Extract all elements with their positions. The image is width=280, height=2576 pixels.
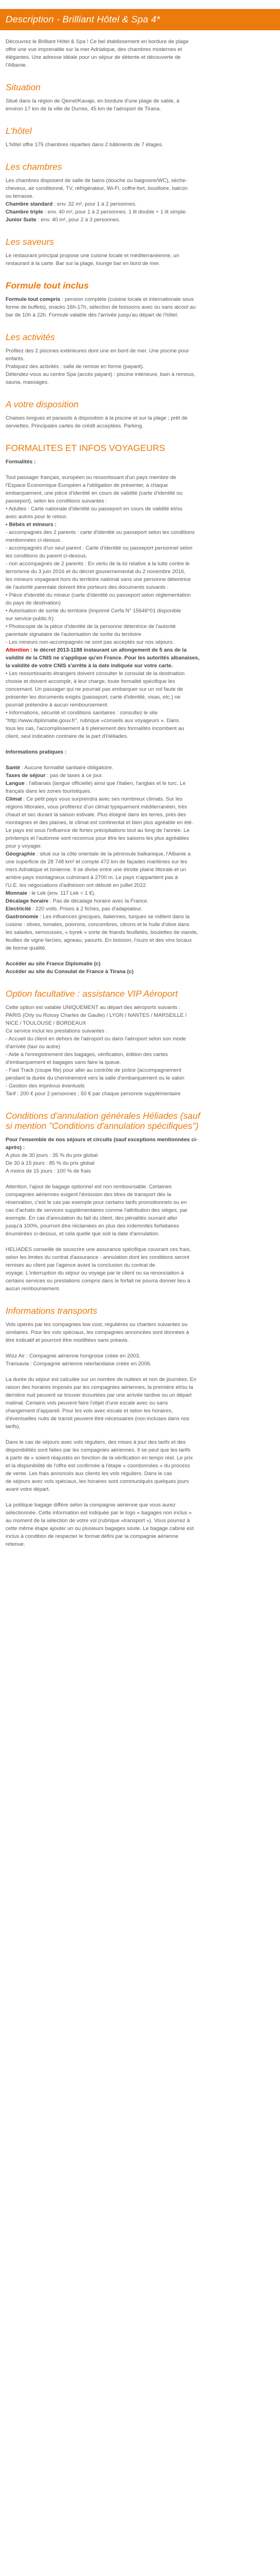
practical-value: Le pays est sous l'influence de fortes précipitations tout au long de l'année. Le — [6, 827, 190, 834]
transport-paragraph — [6, 1501, 274, 1549]
formula-line — [6, 296, 274, 304]
formalities-line: embarquement, une pièce d'identité en cours de validité (carte d'identité ou — [6, 490, 183, 496]
beach-line: serviettes. Principales cartes de crédit acceptées. Parking. — [6, 423, 144, 429]
transport-line: Dans le cas de séjours avec vols réguliers, des mises à jour des tarifs et des — [6, 1439, 186, 1445]
option-line: - Aide à l'enregistrement des bagages, vérification, édition des cartes — [6, 1052, 168, 1058]
cancel-line: cas d'achats de services supplémentaires comme l'attribution des sièges, par — [6, 1207, 188, 1213]
practical-key: Santé — [6, 765, 20, 771]
practical-value: : le Lek (env. 117 Lek = 1 €). — [27, 890, 96, 896]
option-heading: Option facultative : assistance VIP Aéroport — [6, 989, 178, 999]
practical-value: : pas de taxes à ce jour. — [45, 773, 104, 779]
practical-value: chaud et sec durant la saison estivale. Plus éloigné dans les terres, près des — [6, 812, 186, 818]
flavours-line: restaurant à la carte. Bar sur la plage, lounge bar en bord de mer. — [6, 261, 160, 267]
babies-line: du pays de destination) — [6, 600, 61, 606]
intro-line: Découvrez le Brilliant Hôtel & Spa ! Ce bel établissement en bordure de plage — [6, 39, 189, 45]
foreigners-line: présenter les documents exigés (passeport, carte d'identité, visas, etc.) ne — [6, 694, 181, 700]
intro-line: élégantes. Une adresse idéale pour un séjour de détente et découverte de — [6, 54, 181, 61]
babies-line: parentale signataire de l'autorisation de sortie du territoire — [6, 631, 142, 638]
adults-text: • Adultes : Carte nationale d'identité ou passeport en cours de validité et/ou — [6, 506, 183, 512]
practical-value: une superficie de 28 748 km² et compte 472 km de façades maritimes sur les — [6, 859, 188, 865]
spacer — [6, 1494, 274, 1501]
transport-line: La politique bagage diffère selon la compagnie aérienne que vous aurez — [6, 1502, 176, 1508]
option-line: NICE / TOULOUSE / BORDEAUX — [6, 1020, 86, 1026]
formalities-subheading: Formalités : — [6, 459, 36, 465]
practical-key: Géographie — [6, 851, 35, 857]
practical-key: Monnaie — [6, 890, 27, 896]
access-link[interactable]: Accéder au site du Consulat de France à Tirana (c) — [6, 969, 134, 975]
transport-line: sélectionnée. Cette information est indiquée par le logo « bagages non inclus » — [6, 1510, 192, 1516]
formula-lead: Formule tout compris — [6, 296, 60, 303]
cancel-heading-2: si mention "Conditions d'annulation spécifiques") — [6, 1122, 199, 1131]
practical-key: Electricité — [6, 906, 31, 912]
option-line: - Accueil du client en dehors de l'aéroport ou dans l'aéroport selon son mode — [6, 1036, 186, 1042]
transport-line: dernière nuit peuvent se trouver écourtées par une arrivée tardive ou un départ — [6, 1392, 192, 1398]
practical-value: pour y voyager. — [6, 843, 42, 849]
room-type — [6, 201, 274, 208]
practical-line — [6, 764, 274, 772]
activities-line: enfants. — [6, 356, 25, 362]
transport-line: cette même étape ajouter un ou plusieurs bagages soute. Le bagage cabine est — [6, 1526, 194, 1532]
warning-line — [6, 647, 274, 654]
practical-line — [6, 905, 274, 913]
cancel-line: énumérées ci-dessus, et cela quelle que soit la date d'annulation. — [6, 1231, 160, 1237]
practical-value: : situé sur la côte orientale de la péninsule balkanique, l'Albanie a — [35, 851, 191, 857]
cancel-line: certains services ou prestations compris dans le forfait ne pourra donner lieu à — [6, 1278, 190, 1284]
babies-line: sur service-public.fr) — [6, 616, 54, 622]
room-type — [6, 208, 274, 216]
rooms-line: cheveux, air conditionné, TV, réfrigérateur, Wi-Fi, coffre-fort, bouilloire, balcon — [6, 185, 188, 192]
cancel-paragraph — [6, 1246, 274, 1293]
babies-line: - accompagnés d'un seul parent : Carte d'identité ou passeport personnel selon — [6, 545, 193, 551]
practical-line — [6, 819, 274, 827]
content — [0, 38, 280, 1549]
room-type-name: Junior Suite — [6, 217, 36, 223]
option-line: PARIS (Orly ou Roissy Charles de Gaulle) / LYON / NANTES / MARSEILLE / — [6, 1012, 187, 1019]
practical-key: Taxes de séjour — [6, 773, 46, 779]
practical-line — [6, 796, 274, 803]
transport-company: Transavia : Compagnie aérienne néerlandaise créée en 2006. — [6, 1361, 152, 1367]
warning-label: Attention : — [6, 647, 32, 653]
foreigners-line: choisie et doivent accomplir, à leur charge, toute formalité spécifique les — [6, 678, 175, 685]
spacer — [6, 466, 274, 474]
transport-line: raison des horaires imposés par les compagnies aériennes, la première et/ou la — [6, 1384, 193, 1391]
situation-line: Situé dans la région de Qerret/Kavaje, en bordure d'une plage de sable, à — [6, 98, 180, 104]
option-line: Ce service inclut les prestations suivantes : — [6, 1028, 108, 1034]
cancel-lead: Pour l'ensemble de nos séjours et circuits (sauf exceptions mentionnées ci- — [6, 1137, 198, 1143]
babies-line: mentionnées ci-dessus. — [6, 537, 62, 543]
practical-line — [6, 874, 274, 882]
spacer — [6, 756, 274, 764]
intro — [6, 38, 274, 69]
practical-line — [6, 843, 274, 850]
option-line: - Fast Track (coupe file) pour aller au contrôle de police (accompagnement — [6, 1067, 181, 1073]
situation-heading: Situation — [6, 83, 41, 92]
transport-line: disponibilités sont faites par les compagnies aériennes. Il se peut que les tarifs — [6, 1447, 191, 1453]
practical-value: français dans les zones touristiques. — [6, 788, 92, 794]
activities-line: Pratiquez des activités : salle de remise en forme (payant). — [6, 364, 144, 370]
cancel-line: exemple. En cas d'annulation du fait du client, des pénalités ouvrant aller — [6, 1215, 178, 1221]
practical-value: : Pas de décalage horaire avec la France. — [48, 898, 149, 904]
transport-line: tarifs). — [6, 1424, 21, 1430]
room-type-name: Chambre standard — [6, 201, 53, 207]
transport-line: au moment de la sélection de votre vol (rubrique «transport »). Vous pourrez à — [6, 1518, 190, 1524]
rooms-line: ou terrasse. — [6, 193, 34, 199]
practical-line — [6, 937, 274, 945]
spacer — [6, 1175, 274, 1183]
option-line: Cette option est valable UNIQUEMENT au départ des aéroports suivants : — [6, 1005, 180, 1011]
babies-line: • Pièce d'identité du mineur (carte d'identité ou passeport selon réglementation — [6, 592, 191, 598]
formalities-babies: • Bébés et mineurs : — [6, 522, 57, 528]
transport-paragraph — [6, 1439, 274, 1494]
cancel-lead: après) : — [6, 1145, 25, 1151]
formula-line: bar de 10h à 22h. Formule valable dès l'arrivée jusqu'au départ de l'hôtel. — [6, 312, 179, 318]
transport-line: Vols opérés par les compagnies low cost, régulières ou charters suivantes ou — [6, 1322, 188, 1328]
transport-companies — [6, 1352, 274, 1368]
formula-line: forme de buffets), snacks 16h-17h, sélection de boissons avec ou sans alcool au — [6, 304, 196, 310]
babies-line: • Autorisation de sortie du territoire (Imprimé Cerfa N° 15646*01 disponible — [6, 608, 181, 614]
transport-heading: Informations transports — [6, 1306, 97, 1316]
spacer — [6, 741, 274, 748]
practical-line — [6, 772, 274, 780]
cancel-rule: De 30 à 15 jours : 85 % du prix global — [6, 1160, 95, 1166]
practical-line — [6, 929, 274, 937]
formula-heading: Formule tout inclus — [6, 281, 89, 291]
transport-line: avant votre départ. — [6, 1486, 50, 1492]
foreigners-line: client, seul indication contraire de la part d'Héliades. — [6, 733, 128, 740]
foreigners-line: concernant. Un passager qui ne pourrait pas embarquer sur un vol faute de — [6, 686, 183, 692]
rooms-heading: Les chambres — [6, 162, 62, 172]
room-type-name: Chambre triple — [6, 209, 44, 215]
practical-line — [6, 827, 274, 835]
spacer — [6, 1368, 274, 1376]
cancel-rule: A moins de 15 jours : 100 % de frais — [6, 1168, 91, 1174]
option-line: - Gestion des imprévus éventuels — [6, 1083, 85, 1089]
practical-heading: Informations pratiques : — [6, 749, 67, 755]
practical-line — [6, 803, 274, 811]
spacer — [6, 1345, 274, 1352]
babies-line: les mineurs voyageant hors du territoire national sans une personne détentrice — [6, 576, 191, 583]
beach-line: Chaises longues et parasols à disposition à la piscine et sur la plage ; prêt de — [6, 415, 188, 421]
practical-value: : Les influences grecques, italiennes, turques se mêlent dans la — [38, 914, 190, 920]
babies-line: • Photocopie de la pièce d'identité de la personne détentrice de l'autorité — [6, 624, 176, 630]
transport-line: à partir de « soient réajustés en fonction de la vérification en temps réel. Le prix — [6, 1455, 193, 1461]
formalities-line: l'Espace Economique Européen a l'obligation de présenter, à chaque — [6, 482, 168, 489]
option-line: d'embarquement et bagages sans faire la queue. — [6, 1059, 122, 1066]
practical-line — [6, 945, 274, 952]
practical-line — [6, 835, 274, 843]
transport-line: de séjours avec vols spéciaux, les horaires sont communiqués quelques jours — [6, 1478, 189, 1485]
practical-value: cuisine : olives, tomates, poivrons, concombres, citrons et le huile d'olive dans — [6, 922, 190, 928]
transport-line: similaires. Pour les vols spéciaux, les compagnies annoncées sont données à — [6, 1329, 189, 1336]
practical-value: feuilles de vigne farcies, agneau, yaourts. En boisson, l'ouzo et des vins locaux — [6, 937, 192, 943]
transport-paragraph — [6, 1321, 274, 1345]
activities-line: Détendez-vous au centre Spa (accès payant) : piscine intérieure, bain à remous, — [6, 371, 195, 378]
room-type — [6, 216, 274, 224]
hotel-heading: L'hôtel — [6, 127, 32, 136]
flavours-line: Le restaurant principal propose une cuisine locale et méditerranéenne, un — [6, 253, 180, 259]
practical-line — [6, 780, 274, 788]
foreigners-line: "http://www.diplomatie.gouv.fr", rubrique «conseils aux voyageurs ». Dans — [6, 718, 179, 724]
practical-line — [6, 913, 274, 921]
spacer — [6, 952, 274, 960]
practical-value: mers Adriatique et Ionienne. Il se divise entre une étroite plaine littorale et un — [6, 867, 186, 873]
cancel-line: remises au client par l'agence avant la conclusion du contrat de — [6, 1262, 155, 1268]
activities-heading: Les activités — [6, 333, 55, 342]
cancel-line: jusqu'à 100%, pourront être réclamées en plus des indemnités forfaitaires — [6, 1223, 179, 1229]
practical-value: : 220 volts. Prises à 2 fiches, pas d'adaptateur. — [31, 906, 143, 912]
transport-line: changement d'appareil. Pour les vols avec escale et selon les horaires, — [6, 1408, 173, 1414]
page — [0, 9, 280, 1549]
practical-line — [6, 882, 274, 890]
cancel-line: voyage. L'interruption du séjour ou voyage par le client ou sa renonciation à — [6, 1270, 184, 1276]
cancel-line: réservation, c'est le cas par exemple pour certains tarifs promotionnels ou en — [6, 1199, 187, 1206]
babies-line: - accompagnés des 2 parents : carte d'identité ou passeport selon les conditions — [6, 529, 195, 536]
foreigners-line: pourrait prétendre à aucun remboursement. — [6, 702, 109, 708]
beach-heading: A votre disposition — [6, 400, 79, 410]
cancel-line: aucun remboursement. — [6, 1286, 60, 1292]
practical-line — [6, 890, 274, 898]
flavours-heading: Les saveurs — [6, 238, 54, 247]
cancel-line: compagnies aériennes exigent l'émission des titres de transport dès la — [6, 1192, 171, 1198]
activities-line: sauna, massages. — [6, 379, 49, 385]
formalities-adults — [6, 505, 274, 513]
transport-company: Wizz Air : Compagnie aérienne hongroise créée en 2003. — [6, 1353, 141, 1359]
transport-line: et la disponibilité de l'offre est confirmée à l'étape « coordonnées » du process — [6, 1463, 190, 1469]
cancel-rule: A plus de 30 jours : 35 % du prix global — [6, 1152, 98, 1159]
transport-line: titre indicatif et pourront être modifiées sans préavis. — [6, 1337, 129, 1343]
activities-line: Profitez des 2 piscines extérieures dont une en bord de mer. Une piscine pour — [6, 348, 189, 354]
babies-line: les conditions du parent ci-dessus. — [6, 553, 87, 559]
warning-line: la validité de votre CNIS s'arrête à la date indiquée sur votre carte. — [6, 663, 173, 669]
formalities-line: passeport), selon les conditions suivantes : — [6, 498, 108, 504]
cancel-line: HELIADES conseille de souscrire une assurance spécifique couvrant ces frais, — [6, 1247, 192, 1253]
transport-line: inclus à condition de respecter le format défini par la compagnie aérienne — [6, 1533, 179, 1540]
practical-value: : Ce petit pays vous surprendra avec ses nombreux climats. Sur les — [22, 796, 183, 802]
spacer — [6, 1431, 274, 1439]
babies-line: - non accompagnés de 2 parents : En vertu de la loi relative à la lutte contre le — [6, 561, 190, 567]
room-type-desc: : env. 40 m², pour 2 à 3 personnes. — [36, 217, 120, 223]
description-banner — [0, 9, 280, 30]
practical-line — [6, 921, 274, 929]
room-type-desc: : env. 32 m², pour 1 à 2 personnes. — [52, 201, 137, 207]
practical-value: : l'albanais (langue officielle) ainsi que l'italien, l'anglais et le turc. Le — [24, 780, 186, 787]
formula-text: : pension complète (cuisine locale et internationale sous — [60, 296, 194, 303]
practical-value: : Aucune formalité sanitaire obligatoire. — [20, 765, 114, 771]
transport-line: La durée du séjour est calculée sur un nombre de nuitées et non de journées. En — [6, 1377, 197, 1383]
formalities-line: Tout passager français, européen ou ressortissant d'un pays membre de — [6, 475, 176, 481]
babies-line: - Les mineurs non-accompagnés ne sont pas acceptés sur nos séjours. — [6, 639, 174, 645]
practical-key: Gastronomie — [6, 914, 39, 920]
practical-key: Climat — [6, 796, 22, 802]
cancel-line: Attention, l'ajout de bagage optionnel est non remboursable. Certaines — [6, 1184, 172, 1190]
foreigners-line: • Informations, sécurité et conditions sanitaires : consultez le site — [6, 710, 158, 716]
practical-key: Décalage horaire — [6, 898, 49, 904]
practical-line — [6, 850, 274, 858]
access-link[interactable]: Accéder au site France Diplomatie (c) — [6, 961, 101, 967]
practical-line — [6, 898, 274, 905]
practical-value: l'U.E. les négociations d'adhésion ont débuté en juillet 2022 — [6, 882, 146, 889]
rooms-line: Les chambres disposent de salle de bains (douche ou baignoire/WC), sèche- — [6, 178, 188, 184]
transport-line: de vente. Les frais annoncés aux clients les vols réguliers. Dans le cas — [6, 1471, 172, 1477]
foreigners-line: tous les cas, l'accomplissement à ti pleinement des formalités incombent au — [6, 726, 184, 732]
practical-key: Langue — [6, 780, 25, 787]
option-line: Tarif : 200 € pour 2 personnes ; 50 € par chaque personne supplémentaire — [6, 1091, 181, 1097]
formalities-adults: avec autres pour le retour. — [6, 514, 68, 520]
practical-value: régions littorales, vous profiterez d'un climat typiquement méditerranéen, très — [6, 804, 187, 810]
practical-list — [6, 764, 274, 952]
option-list — [6, 1004, 274, 1098]
option-line: d'arrivée (taxi ou autre) — [6, 1044, 60, 1050]
practical-line — [6, 811, 274, 819]
cancel-paragraph — [6, 1183, 274, 1238]
babies-line: de l'autorité parentale doivent être porteurs des documents suivants : — [6, 584, 169, 590]
transport-line: matinal. Certains vols peuvent faire l'objet d'une escale avec ou sans — [6, 1400, 168, 1406]
practical-line — [6, 858, 274, 866]
foreigners-line: • Les ressortissants étrangers doivent consulter le consulat de la destination — [6, 671, 185, 677]
practical-value: montagnes et des plaines, le climat est continental et bien plus agréable en été. — [6, 820, 193, 826]
page-title: Description - Brilliant Hôtel & Spa 4* — [6, 14, 160, 25]
practical-value: de bonne qualité. — [6, 945, 46, 951]
transport-paragraph — [6, 1376, 274, 1431]
situation-line: environ 17 km de la ville de Durres, 45 km de l'aéroport de Tirana. — [6, 106, 161, 112]
option-line: pendant la durée du cheminement vers la salle d'embarquement ou le salon — [6, 1075, 185, 1081]
practical-line — [6, 788, 274, 796]
babies-line: terrorisme du 3 juin 2016 et du décret gouvernemental du 2 novembre 2016, — [6, 569, 186, 575]
hotel-line: L'hôtel offre 175 chambres réparties dans 2 bâtiments de 7 étages. — [6, 142, 164, 148]
formalities-heading: FORMALITES ET INFOS VOYAGEURS — [6, 444, 165, 453]
practical-line — [6, 866, 274, 874]
transport-line: retenue. — [6, 1541, 25, 1547]
warning-line: validité de la CNIS ne s'applique qu'en France. Pour les autorités albanaises, — [6, 655, 200, 661]
room-type-desc: : env. 40 m², pour 1 à 2 personnes. 1 lit double + 1 lit simple. — [43, 209, 187, 215]
intro-line: l'Albanie. — [6, 62, 27, 68]
spacer — [6, 1238, 274, 1246]
practical-value: les salades, semousses, « byrek » sorte de friands feuilletés, boulettes de viande, — [6, 929, 198, 936]
warning-text: le décret 2013-1188 instaurant un allongement de 5 ans de la — [32, 647, 187, 653]
transport-line: d'éventuelles nuits de transit peuvent être nécessaires (non incluses dans nos — [6, 1416, 190, 1422]
intro-line: offre une vue imprenable sur la mer Adriatique, des chambres modernes et — [6, 47, 183, 53]
cancel-heading: Conditions d'annulation générales Héliades (sauf — [6, 1112, 200, 1121]
practical-value: printemps et l'automne sont reconnus pour être les saisons les plus agréables — [6, 835, 189, 841]
practical-value: arrière-pays montagneux culminant à 2700 m. Le pays n'appartient pas à — [6, 875, 178, 881]
cancel-line: selon les limites du contrat d'assurance - annulation dont les conditions seront — [6, 1254, 190, 1261]
